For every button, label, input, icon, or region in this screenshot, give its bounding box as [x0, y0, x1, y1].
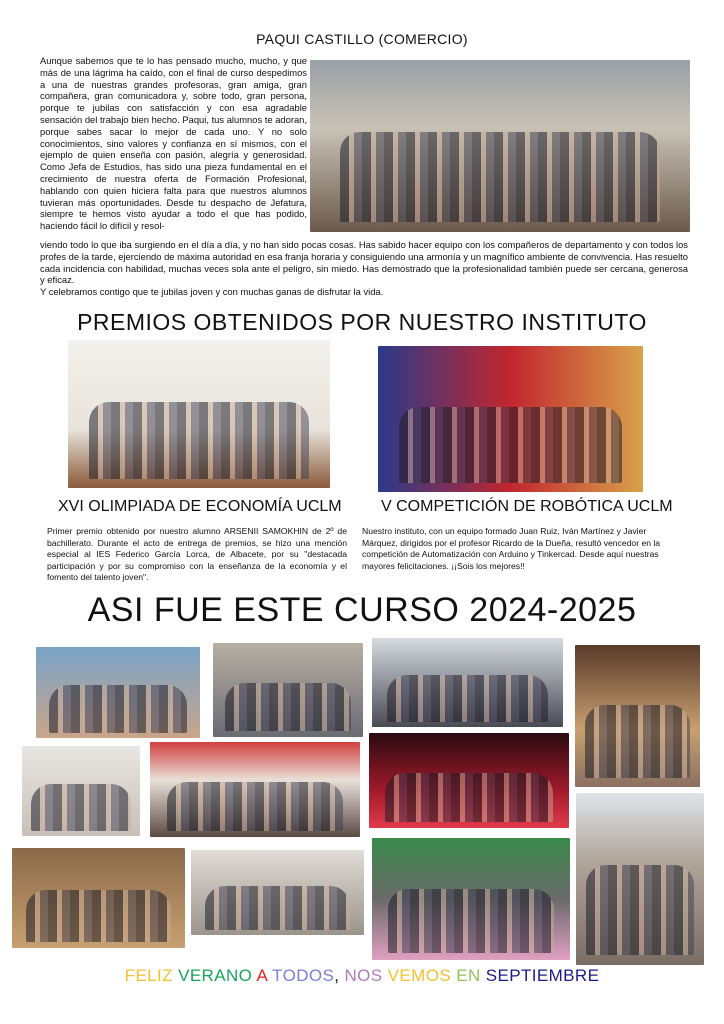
footer-word: TODOS — [272, 966, 335, 985]
economy-award-title: XVI OLIMPIADA DE ECONOMÍA UCLM — [58, 498, 342, 515]
footer-word: FELIZ — [124, 966, 173, 985]
collage-photo-sports — [36, 647, 200, 738]
footer-word: NOS — [344, 966, 383, 985]
footer-comma: , — [334, 966, 340, 985]
farewell-paragraph-bottom-text: viendo todo lo que iba surgiendo en el día a día, y no han sido pocas cosas. Has sabido hacer equipo con los compañeros de departamento y con todos los profes de la tarde, ejerciendo de máxima autoridad en esa franja horaria y consiguiendo una armonía y un magnífico ambiente de convivencia. Has resuelto cada incidencia con habilidad, muchas veces sola ante el peligro, sin miedo. Has demostrado que la profesionalidad también puede ser cercana, generosa y eficaz. — [40, 239, 688, 286]
collage-photo-choir — [191, 850, 364, 935]
farewell-title: PAQUI CASTILLO (COMERCIO) — [256, 31, 468, 47]
robotics-award-photo — [378, 346, 643, 492]
collage-photo-students-1 — [22, 746, 140, 836]
awards-heading: PREMIOS OBTENIDOS POR NUESTRO INSTITUTO — [77, 309, 647, 335]
year-heading: ASI FUE ESTE CURSO 2024-2025 — [87, 591, 637, 629]
robotics-award-title: V COMPETICIÓN DE ROBÓTICA UCLM — [381, 498, 673, 515]
footer-word: SEPTIEMBRE — [485, 966, 600, 985]
farewell-closing: Y celebramos contigo que te jubilas joven y con muchas ganas de disfrutar la vida. — [40, 286, 384, 298]
farewell-paragraph-bottom — [40, 239, 688, 298]
collage-photo-trip-group — [372, 638, 563, 727]
farewell-group-photo — [310, 60, 690, 232]
farewell-paragraph-top: Aunque sabemos que te lo has pensado mucho, mucho, y que más de una lágrima ha caído, con el final de curso despedimos a una de nuestras grandes profesoras, gran amiga, gran compañera, gran comunicadora y, sobre todo, gran persona, porque te jubilas con satisfacción y con esa agradable sensación del trabajo bien hecho. Paqui, tus alumnos te adoran, porque sabes sacar lo mejor de cada uno. Y no solo conocimientos, sino valores y confianza en sí mismos, con el ejemplo de quien enseña con pasión, alegría y generosidad. Como Jefa de Estudios, has sido una pieza fundamental en el crecimiento de nuestra oferta de Formación Profesional, hablando con quien hiciera falta para que nuestros alumnos tuvieran más oportunidades. Desde tu despacho de Jefatura, siempre te hemos visto ayudar a todo el que has podido, haciendo fácil lo difícil y resol- — [40, 55, 307, 232]
footer-word: VEMOS — [387, 966, 452, 985]
collage-photo-posters — [372, 838, 570, 960]
collage-photo-classroom — [213, 643, 363, 737]
collage-photo-christmas — [150, 742, 360, 837]
collage-photo-church — [575, 645, 700, 787]
robotics-award-text: Nuestro instituto, con un equipo formado Juan Ruiz, Iván Martínez y Javier Márquez, dirigidos por el profesor Ricardo de la Dueña, resultó vencedor en la competición de Automatización con Arduino y Tinkercad. Desde aquí nuestras mayores felicitaciones. ¡¡Sois los mejores!! — [362, 526, 661, 571]
collage-photo-concert — [369, 733, 569, 828]
footer-word: EN — [456, 966, 481, 985]
collage-photo-notre-dame — [576, 793, 704, 965]
footer-message — [0, 966, 724, 986]
economy-award-text: Primer premio obtenido por nuestro alumno ARSENII SAMOKHIN de 2º de bachillerato. Durante el acto de entrega de premios, se hizo una mención especial al IES Federico García Lorca, de Albacete, por su "destacada participación y por su compromiso con la enseñanza de la economía y el fomento del talento joven". — [47, 526, 347, 582]
footer-word: VERANO — [178, 966, 253, 985]
collage-photo-library — [12, 848, 185, 948]
economy-award-photo — [68, 340, 330, 488]
footer-word: A — [256, 966, 268, 985]
